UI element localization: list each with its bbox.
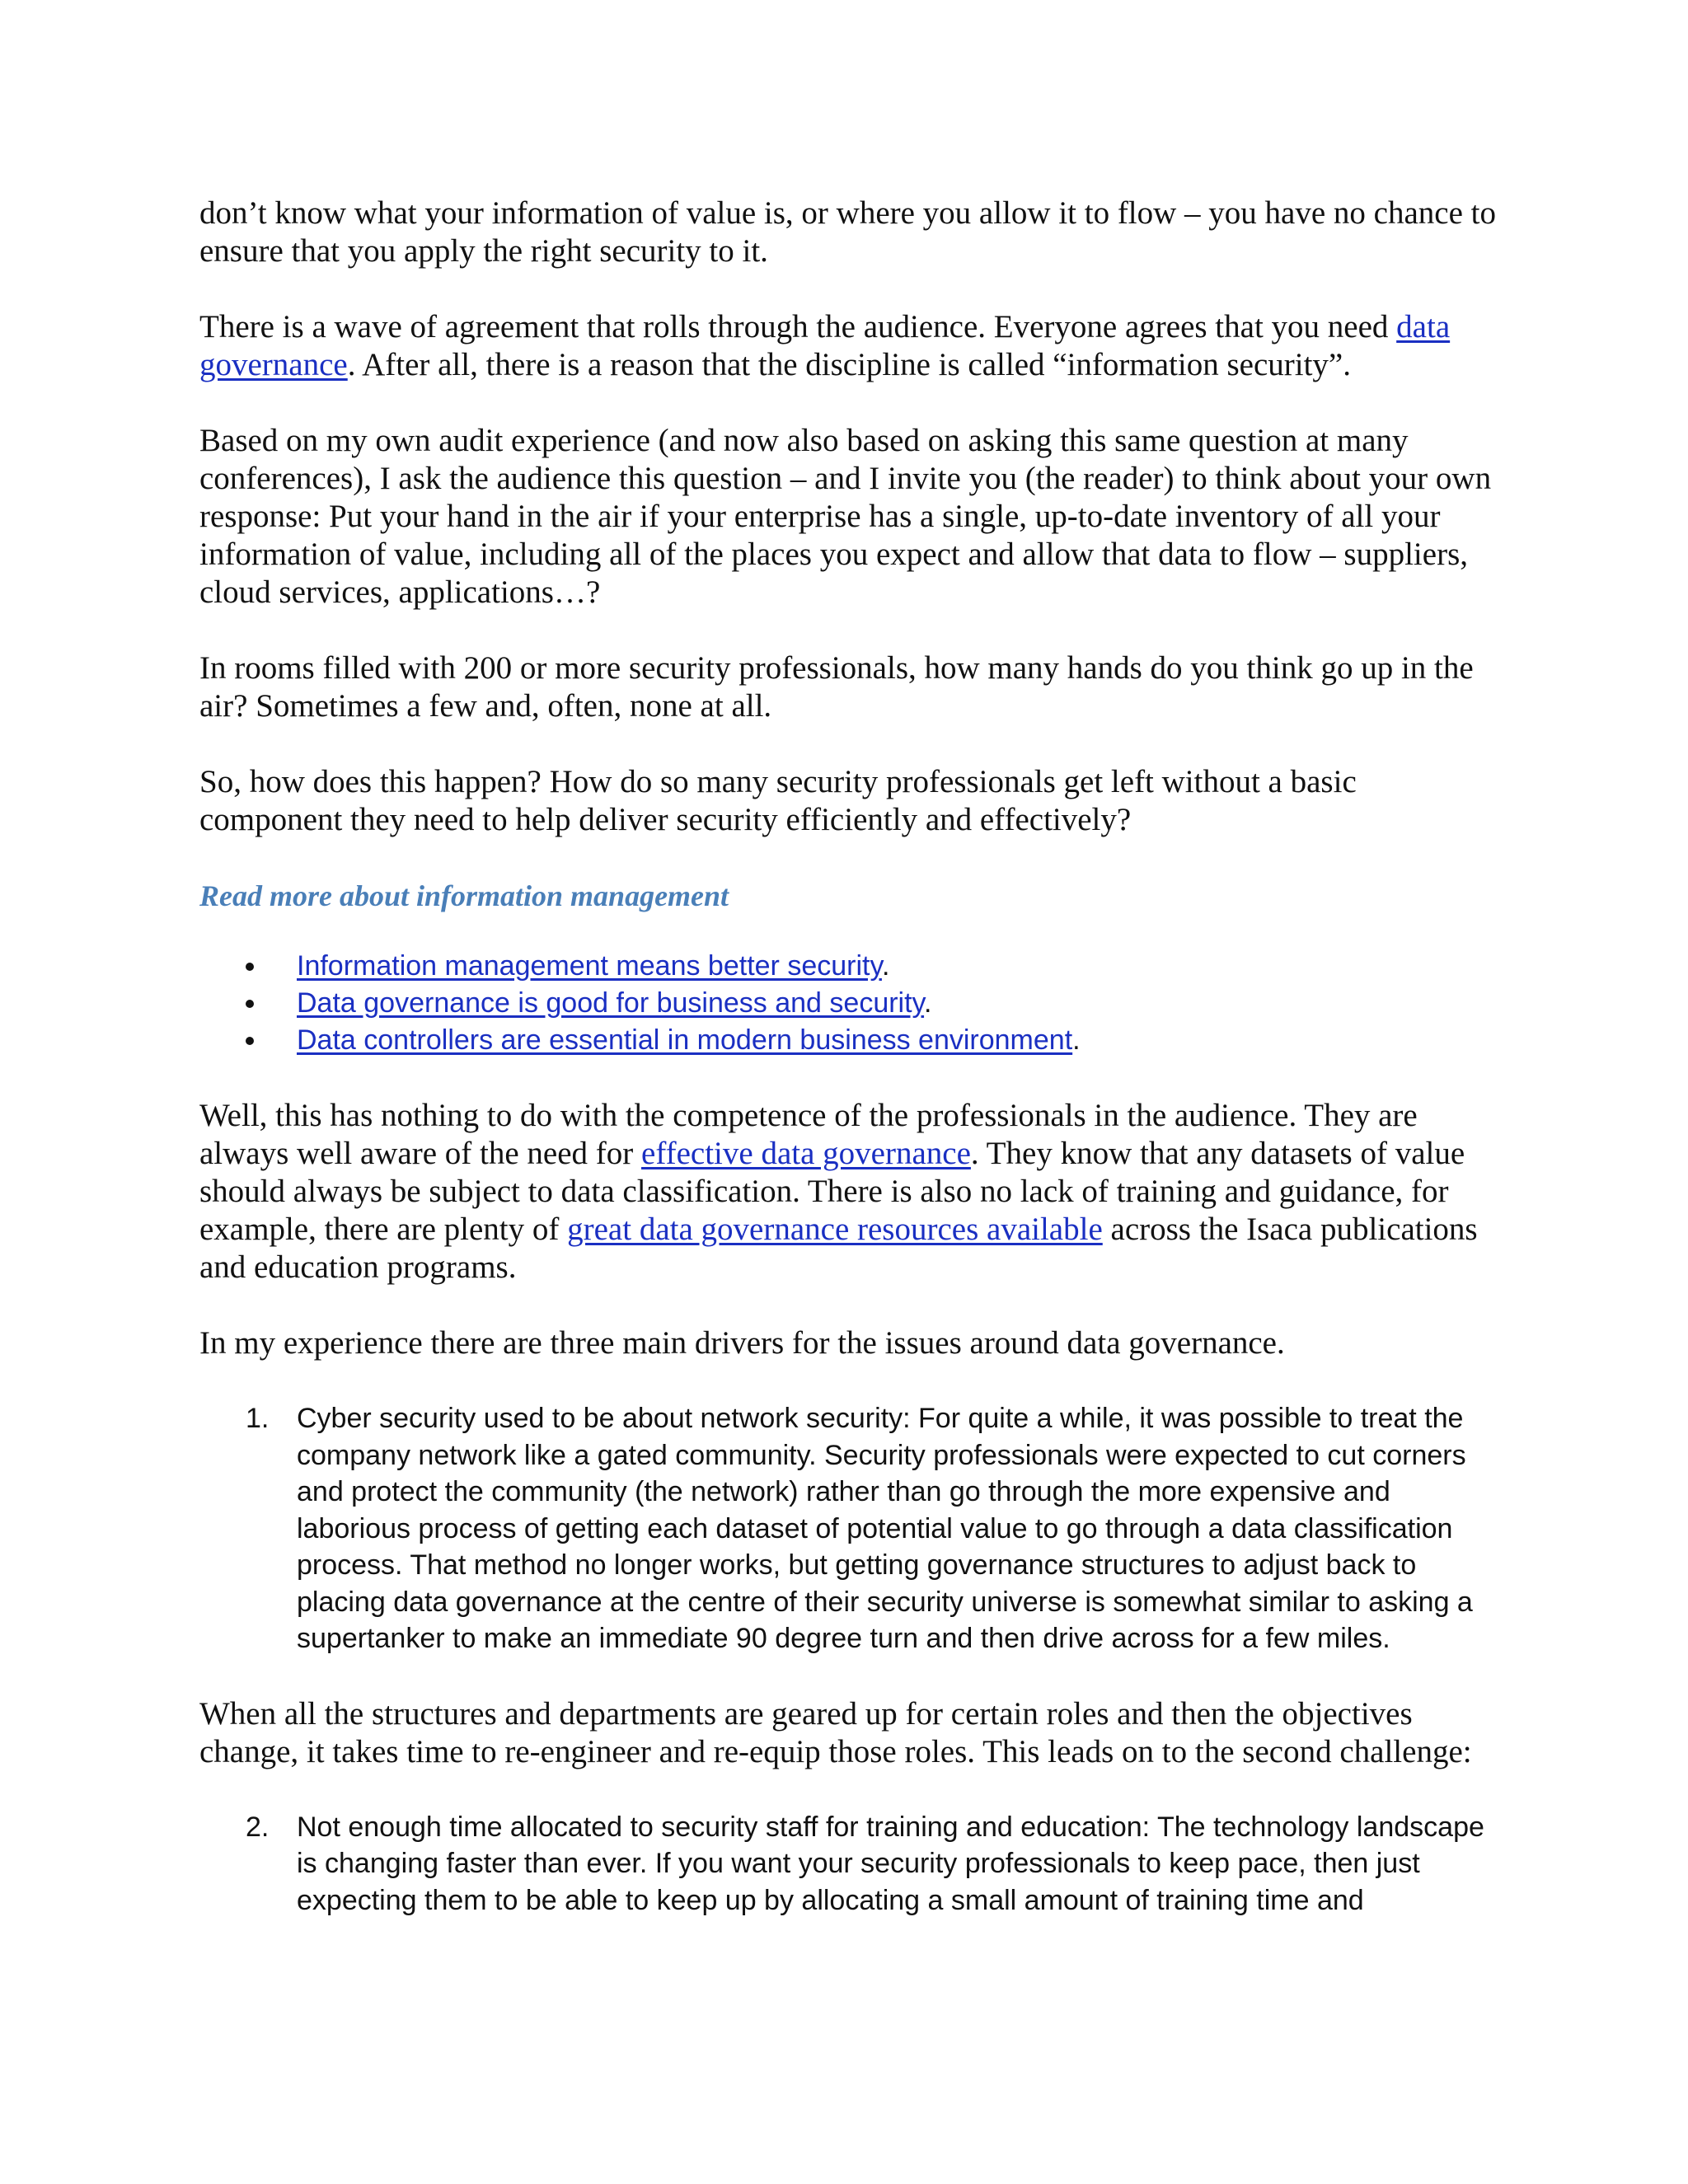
link-data-governance-business[interactable]: Data governance is good for business and security (297, 987, 925, 1019)
paragraph-agreement-text-after: . After all, there is a reason that the discipline is called “information security”. (347, 347, 1351, 382)
read-more-item-suffix: . (1072, 1024, 1081, 1056)
link-effective-data-governance[interactable]: effective data governance (641, 1136, 971, 1171)
bullet-dot-icon (246, 1037, 254, 1045)
paragraph-three-drivers: In my experience there are three main drivers for the issues around data governance. (199, 1325, 1285, 1361)
document-page (199, 194, 1498, 1957)
paragraph-competence-text-before: Well, this has nothing to do with the competence of the professionals in the audience. They are always well aware of the need for (199, 1098, 1418, 1171)
link-data-controllers[interactable]: Data controllers are essential in modern business environment (297, 1024, 1073, 1056)
read-more-item (199, 985, 1498, 1022)
paragraph-rooms: In rooms filled with 200 or more security professionals, how many hands do you think go up in the air? Sometimes a few and, often, none at all. (199, 650, 1474, 724)
read-more-item-suffix: . (924, 987, 932, 1019)
paragraph-competence (199, 1097, 1498, 1286)
paragraph-agreement (199, 308, 1498, 384)
link-data-governance-resources[interactable]: great data governance resources available (567, 1212, 1103, 1247)
read-more-item-suffix: . (881, 950, 890, 982)
paragraph-competence-text-after: across the Isaca publications and education programs. (199, 1212, 1478, 1285)
read-more-item (199, 1022, 1498, 1059)
driver-text: Cyber security used to be about network security: For quite a while, it was possible to treat the company network like a gated community. Security professionals were expected to cut corners and protect the community (the network) rather than go through the more expensive and laborious process of getting each dataset of potential value to go through a data classification process. That method no longer works, but getting governance structures to adjust back to placing data governance at the centre of their security universe is somewhat similar to asking a supertanker to make an immediate 90 degree turn and then drive across for a few miles. (297, 1403, 1473, 1654)
paragraph-agreement-text-before: There is a wave of agreement that rolls through the audience. Everyone agrees that you need (199, 309, 1397, 344)
bullet-dot-icon (246, 1000, 254, 1008)
driver-item-1 (199, 1400, 1498, 1657)
driver-number: 1. (246, 1403, 270, 1434)
bullet-dot-icon (246, 963, 254, 971)
paragraph-audit-experience: Based on my own audit experience (and now also based on asking this same question at many conferences), I ask the audience this question – and I invite you (the reader) to think about your own response: Put your hand in the air if your enterprise has a single, up-to-date inventory of all your information of value, including all of the places you expect and allow that data to flow – suppliers, cloud services, applications…? (199, 423, 1492, 610)
paragraph-structures: When all the structures and departments are geared up for certain roles and then the objectives change, it takes time to re-engineer and re-equip those roles. This leads on to the second challenge: (199, 1695, 1472, 1769)
driver-number: 2. (246, 1811, 270, 1843)
read-more-heading: Read more about information management (199, 879, 729, 912)
driver-item-2 (199, 1809, 1498, 1919)
link-data-governance[interactable]: data governance (199, 309, 1451, 382)
read-more-list (199, 948, 1498, 1059)
driver-text: Not enough time allocated to security staff for training and education: The technology landscape is changing faster than ever. If you want your security professionals to keep pace, then just expecting them to be able to keep up by allocating a small amount of training time and (297, 1811, 1484, 1916)
read-more-item (199, 948, 1498, 985)
paragraph-competence-text-middle: . They know that any datasets of value should always be subject to data classification. There is also no lack of training and guidance, for example, there are plenty of (199, 1136, 1465, 1247)
paragraph-intro: don’t know what your information of value is, or where you allow it to flow – you have no chance to ensure that you apply the right security to it. (199, 195, 1497, 269)
link-information-management[interactable]: Information management means better security (297, 950, 882, 982)
paragraph-how-happen: So, how does this happen? How do so many security professionals get left without a basic component they need to help deliver security efficiently and effectively? (199, 764, 1357, 837)
